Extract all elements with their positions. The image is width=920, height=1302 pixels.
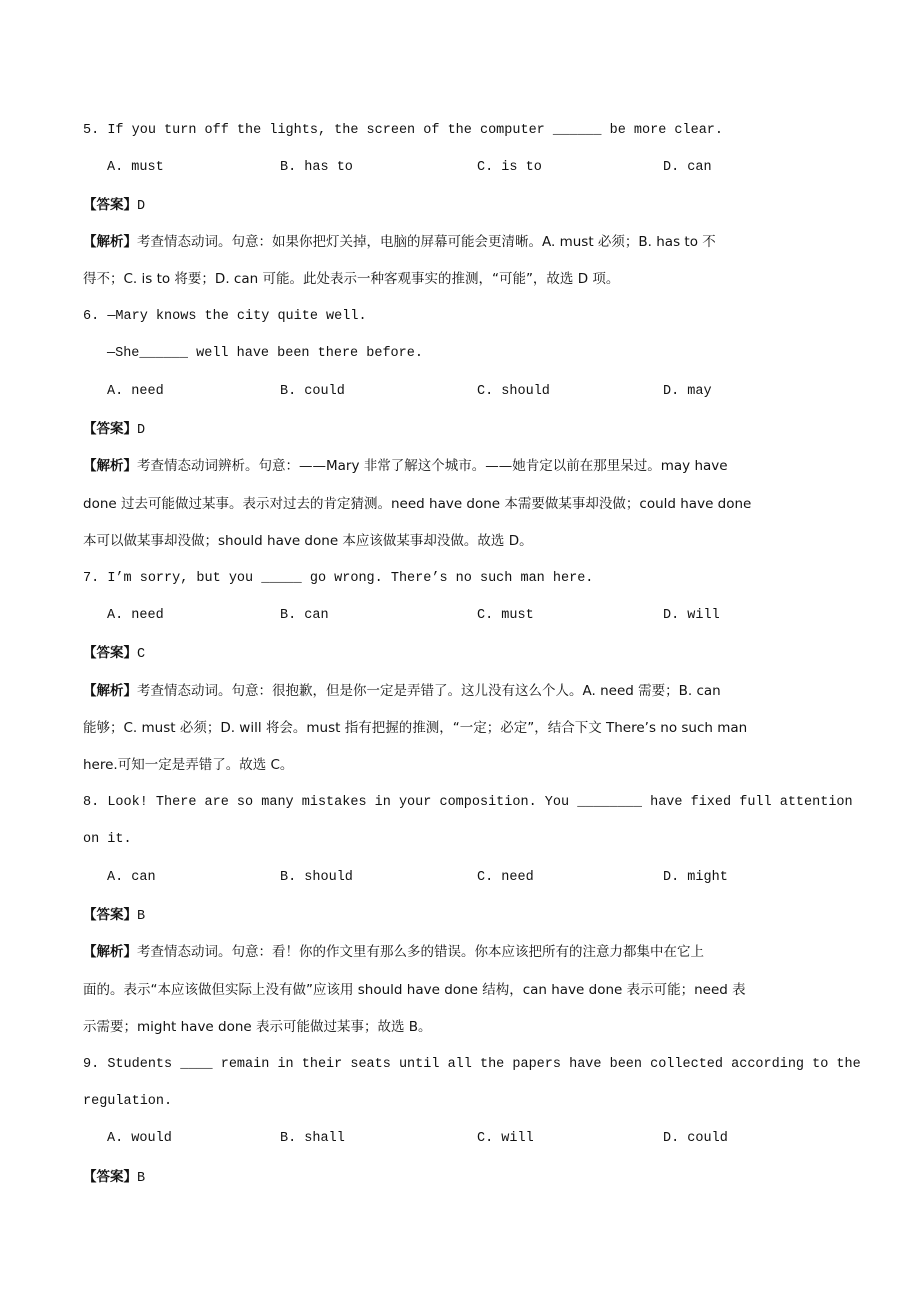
option-d: D. will bbox=[663, 608, 720, 623]
answer-value: B bbox=[137, 909, 146, 924]
option-a: A. need bbox=[107, 608, 164, 623]
analysis-text: 得不；C. is to 将要；D. can 可能。此处表示一种客观事实的推测，“可能”，故选 D 项。 bbox=[83, 271, 620, 287]
question-9-answer bbox=[83, 1166, 873, 1188]
question-number: 5. bbox=[83, 123, 100, 138]
option-a: A. must bbox=[107, 160, 164, 175]
answer-value: C bbox=[137, 647, 146, 662]
option-b: B. can bbox=[280, 608, 329, 623]
question-8-analysis-line-2 bbox=[83, 979, 873, 1001]
question-number: 7. bbox=[83, 571, 100, 586]
question-8-analysis-line-1 bbox=[83, 941, 873, 963]
question-7-analysis-line-3 bbox=[83, 754, 873, 776]
answer-label: 【答案】 bbox=[83, 197, 137, 213]
analysis-text: 考查情态动词辨析。句意：——Mary 非常了解这个城市。——她肯定以前在那里呆过。may have bbox=[137, 458, 728, 474]
analysis-text: 示需要；might have done 表示可能做过某事；故选 B。 bbox=[83, 1019, 432, 1035]
analysis-label: 【解析】 bbox=[83, 944, 137, 960]
option-d: D. can bbox=[663, 160, 712, 175]
option-d: D. might bbox=[663, 870, 728, 885]
question-text: —Mary knows the city quite well. bbox=[107, 309, 367, 324]
question-7-analysis-line-1 bbox=[83, 680, 873, 702]
question-7-stem bbox=[83, 568, 873, 590]
analysis-text: 考查情态动词。句意：很抱歉，但是你一定是弄错了。这儿没有这么个人。A. need 需要；B. can bbox=[137, 683, 721, 699]
answer-label: 【答案】 bbox=[83, 1169, 137, 1185]
option-a: A. need bbox=[107, 384, 164, 399]
option-b: B. should bbox=[280, 870, 353, 885]
answer-value: B bbox=[137, 1171, 146, 1186]
question-9-stem-line-1 bbox=[83, 1054, 873, 1076]
answer-value: D bbox=[137, 199, 146, 214]
question-5-analysis-line-2 bbox=[83, 268, 873, 290]
question-5-answer bbox=[83, 194, 873, 216]
question-text: Students ____ remain in their seats until all the papers have been collected according to the bbox=[107, 1057, 861, 1072]
option-b: B. could bbox=[280, 384, 345, 399]
analysis-text: 面的。表示“本应该做但实际上没有做”应该用 should have done 结构，can have done 表示可能；need 表 bbox=[83, 982, 746, 998]
option-c: C. should bbox=[477, 384, 550, 399]
option-d: D. could bbox=[663, 1131, 728, 1146]
question-6-stem-line-2 bbox=[107, 343, 897, 365]
option-c: C. must bbox=[477, 608, 534, 623]
question-8-stem-line-1 bbox=[83, 792, 873, 814]
analysis-text: 能够；C. must 必须；D. will 将会。must 指有把握的推测，“一定；必定”，结合下文 There’s no such man bbox=[83, 720, 748, 736]
question-text: If you turn off the lights, the screen of the computer ______ be more clear. bbox=[107, 123, 724, 138]
question-7-answer bbox=[83, 642, 873, 664]
question-7-analysis-line-2 bbox=[83, 717, 873, 739]
question-6-analysis-line-1 bbox=[83, 455, 873, 477]
option-b: B. has to bbox=[280, 160, 353, 175]
question-6-answer bbox=[83, 418, 873, 440]
analysis-label: 【解析】 bbox=[83, 683, 137, 699]
question-text: I’m sorry, but you _____ go wrong. There’s no such man here. bbox=[107, 571, 594, 586]
question-text: on it. bbox=[83, 832, 132, 847]
question-5-stem bbox=[83, 120, 873, 142]
question-text: —She______ well have been there before. bbox=[107, 346, 423, 361]
question-6-analysis-line-2 bbox=[83, 493, 873, 515]
question-text: Look! There are so many mistakes in your composition. You ________ have fixed full attention bbox=[107, 795, 853, 810]
analysis-text: here.可知一定是弄错了。故选 C。 bbox=[83, 757, 294, 773]
answer-label: 【答案】 bbox=[83, 645, 137, 661]
question-9-options bbox=[0, 1128, 920, 1150]
question-text: regulation. bbox=[83, 1094, 173, 1109]
analysis-text: 考查情态动词。句意：如果你把灯关掉，电脑的屏幕可能会更清晰。A. must 必须；B. has to 不 bbox=[137, 234, 716, 250]
option-a: A. would bbox=[107, 1131, 172, 1146]
option-b: B. shall bbox=[280, 1131, 345, 1146]
question-number: 6. bbox=[83, 309, 100, 324]
question-8-analysis-line-3 bbox=[83, 1016, 873, 1038]
question-number: 9. bbox=[83, 1057, 100, 1072]
option-d: D. may bbox=[663, 384, 712, 399]
question-9-stem-line-2 bbox=[83, 1091, 873, 1113]
question-5-options bbox=[0, 157, 920, 179]
question-7-options bbox=[0, 605, 920, 627]
analysis-text: done 过去可能做过某事。表示对过去的肯定猜测。need have done 本需要做某事却没做；could have done bbox=[83, 496, 752, 512]
question-8-stem-line-2 bbox=[83, 829, 873, 851]
answer-label: 【答案】 bbox=[83, 421, 137, 437]
question-5-analysis-line-1 bbox=[83, 231, 873, 253]
question-6-analysis-line-3 bbox=[83, 530, 873, 552]
question-6-stem-line-1 bbox=[83, 306, 873, 328]
analysis-label: 【解析】 bbox=[83, 234, 137, 250]
analysis-text: 本可以做某事却没做；should have done 本应该做某事却没做。故选 D。 bbox=[83, 533, 533, 549]
option-c: C. is to bbox=[477, 160, 542, 175]
analysis-label: 【解析】 bbox=[83, 458, 137, 474]
answer-label: 【答案】 bbox=[83, 907, 137, 923]
option-c: C. will bbox=[477, 1131, 534, 1146]
option-a: A. can bbox=[107, 870, 156, 885]
question-number: 8. bbox=[83, 795, 100, 810]
option-c: C. need bbox=[477, 870, 534, 885]
question-8-options bbox=[0, 867, 920, 889]
answer-value: D bbox=[137, 423, 146, 438]
question-6-options bbox=[0, 381, 920, 403]
analysis-text: 考查情态动词。句意：看！你的作文里有那么多的错误。你本应该把所有的注意力都集中在它上 bbox=[137, 944, 704, 960]
question-8-answer bbox=[83, 904, 873, 926]
